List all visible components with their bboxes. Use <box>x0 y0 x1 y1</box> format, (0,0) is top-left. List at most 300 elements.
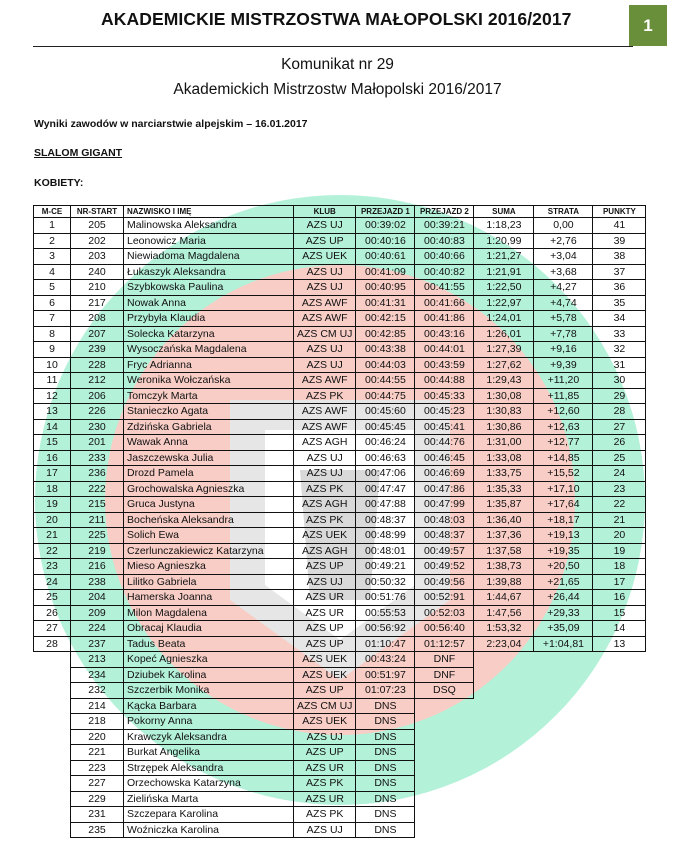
empty-cell <box>415 714 474 730</box>
empty-cell <box>593 698 646 714</box>
cell-run-2: 00:45:41 <box>415 419 474 435</box>
cell-run-2: DSQ <box>415 683 474 699</box>
empty-cell <box>474 807 534 823</box>
cell-club: AZS AGH <box>294 497 356 513</box>
cell-run-2: 00:49:57 <box>415 543 474 559</box>
cell-place: 18 <box>34 481 71 497</box>
cell-total: 1:24,01 <box>474 311 534 327</box>
empty-cell <box>534 714 593 730</box>
cell-gap: +11,20 <box>534 373 593 389</box>
cell-start-number: 233 <box>71 450 124 466</box>
cell-start-number: 208 <box>71 311 124 327</box>
empty-cell <box>593 745 646 761</box>
cell-start-number: 234 <box>71 667 124 683</box>
cell-place: 5 <box>34 280 71 296</box>
category-label: KOBIETY: <box>34 177 84 189</box>
table-row <box>34 280 646 296</box>
cell-run-1: 01:10:47 <box>356 636 415 652</box>
cell-club: AZS PK <box>294 388 356 404</box>
cell-start-number: 216 <box>71 559 124 575</box>
empty-cell <box>534 745 593 761</box>
cell-points: 41 <box>593 218 646 234</box>
cell-athlete-name: Fryc Adrianna <box>124 357 294 373</box>
cell-gap: +15,52 <box>534 466 593 482</box>
cell-athlete-name: Przybyła Klaudia <box>124 311 294 327</box>
empty-cell <box>593 729 646 745</box>
cell-place: 2 <box>34 233 71 249</box>
cell-club: AZS AWF <box>294 295 356 311</box>
cell-start-number: 224 <box>71 621 124 637</box>
column-header-club: KLUB <box>294 206 356 218</box>
cell-athlete-name: Strzępek Aleksandra <box>124 760 294 776</box>
empty-cell <box>415 807 474 823</box>
cell-club: AZS AGH <box>294 543 356 559</box>
cell-athlete-name: Bocheńska Aleksandra <box>124 512 294 528</box>
cell-athlete-name: Tomczyk Marta <box>124 388 294 404</box>
cell-run-2: 00:46:69 <box>415 466 474 482</box>
table-row <box>34 528 646 544</box>
cell-run-1: DNS <box>356 714 415 730</box>
cell-place: 26 <box>34 605 71 621</box>
cell-run-1: DNS <box>356 776 415 792</box>
cell-run-2: 00:40:83 <box>415 233 474 249</box>
cell-points: 24 <box>593 466 646 482</box>
cell-athlete-name: Nowak Anna <box>124 295 294 311</box>
cell-start-number: 204 <box>71 590 124 606</box>
cell-run-2: 00:40:82 <box>415 264 474 280</box>
cell-run-2: 00:48:37 <box>415 528 474 544</box>
cell-run-1: 00:47:88 <box>356 497 415 513</box>
cell-points: 35 <box>593 295 646 311</box>
cell-place: 19 <box>34 497 71 513</box>
cell-run-1: 00:46:24 <box>356 435 415 451</box>
cell-place: 14 <box>34 419 71 435</box>
cell-club: AZS AGH <box>294 435 356 451</box>
cell-run-1: 00:49:21 <box>356 559 415 575</box>
cell-gap: +12,60 <box>534 404 593 420</box>
cell-run-1: 00:42:15 <box>356 311 415 327</box>
cell-place: 15 <box>34 435 71 451</box>
cell-club: AZS UR <box>294 791 356 807</box>
empty-cell <box>34 667 71 683</box>
cell-athlete-name: Solecka Katarzyna <box>124 326 294 342</box>
cell-run-1: 00:56:92 <box>356 621 415 637</box>
cell-place: 12 <box>34 388 71 404</box>
cell-run-1: 00:51:97 <box>356 667 415 683</box>
cell-total: 1:35,33 <box>474 481 534 497</box>
cell-run-2: 00:49:52 <box>415 559 474 575</box>
table-row <box>34 745 646 761</box>
cell-points: 38 <box>593 249 646 265</box>
cell-run-1: 00:41:09 <box>356 264 415 280</box>
cell-run-2: 00:56:40 <box>415 621 474 637</box>
cell-points: 20 <box>593 528 646 544</box>
empty-cell <box>474 791 534 807</box>
cell-gap: +4,27 <box>534 280 593 296</box>
cell-start-number: 210 <box>71 280 124 296</box>
empty-cell <box>593 683 646 699</box>
cell-gap: +19,13 <box>534 528 593 544</box>
cell-place: 6 <box>34 295 71 311</box>
cell-athlete-name: Szczepara Karolina <box>124 807 294 823</box>
empty-cell <box>415 791 474 807</box>
cell-run-1: 00:48:99 <box>356 528 415 544</box>
empty-cell <box>534 760 593 776</box>
cell-athlete-name: Szybkowska Paulina <box>124 280 294 296</box>
cell-run-2: 00:44:88 <box>415 373 474 389</box>
cell-start-number: 231 <box>71 807 124 823</box>
cell-run-1: 00:47:47 <box>356 481 415 497</box>
table-row <box>34 497 646 513</box>
cell-run-1: DNS <box>356 729 415 745</box>
cell-points: 29 <box>593 388 646 404</box>
cell-athlete-name: Hamerska Joanna <box>124 590 294 606</box>
empty-cell <box>474 683 534 699</box>
cell-run-1: DNS <box>356 745 415 761</box>
cell-athlete-name: Milon Magdalena <box>124 605 294 621</box>
cell-athlete-name: Niewiadoma Magdalena <box>124 249 294 265</box>
cell-run-1: 00:48:37 <box>356 512 415 528</box>
cell-start-number: 229 <box>71 791 124 807</box>
cell-total: 1:30,83 <box>474 404 534 420</box>
cell-points: 25 <box>593 450 646 466</box>
table-row <box>34 264 646 280</box>
cell-club: AZS UEK <box>294 528 356 544</box>
cell-run-1: 00:40:95 <box>356 280 415 296</box>
cell-gap: +11,85 <box>534 388 593 404</box>
empty-cell <box>534 683 593 699</box>
cell-club: AZS UEK <box>294 714 356 730</box>
column-header-place: M-CE <box>34 206 71 218</box>
cell-gap: +29,33 <box>534 605 593 621</box>
cell-gap: +26,44 <box>534 590 593 606</box>
empty-cell <box>415 822 474 838</box>
cell-start-number: 209 <box>71 605 124 621</box>
cell-run-1: 00:51:76 <box>356 590 415 606</box>
cell-club: AZS UP <box>294 745 356 761</box>
cell-run-2: 00:45:23 <box>415 404 474 420</box>
empty-cell <box>474 652 534 668</box>
cell-start-number: 230 <box>71 419 124 435</box>
cell-gap: +9,16 <box>534 342 593 358</box>
cell-athlete-name: Zielińska Marta <box>124 791 294 807</box>
cell-athlete-name: Grochowalska Agnieszka <box>124 481 294 497</box>
cell-run-2: DNF <box>415 667 474 683</box>
cell-total: 1:31,00 <box>474 435 534 451</box>
cell-athlete-name: Orzechowska Katarzyna <box>124 776 294 792</box>
empty-cell <box>415 729 474 745</box>
cell-run-1: 00:39:02 <box>356 218 415 234</box>
cell-athlete-name: Pokorny Anna <box>124 714 294 730</box>
empty-cell <box>534 652 593 668</box>
cell-total: 1:22,50 <box>474 280 534 296</box>
cell-points: 36 <box>593 280 646 296</box>
cell-total: 1:22,97 <box>474 295 534 311</box>
cell-club: AZS UJ <box>294 822 356 838</box>
header-title: AKADEMICKIE MISTRZOSTWA MAŁOPOLSKI 2016/2017 <box>101 9 572 29</box>
column-header-run-1: PRZEJAZD 1 <box>356 206 415 218</box>
cell-gap: +1:04,81 <box>534 636 593 652</box>
cell-place: 13 <box>34 404 71 420</box>
cell-points: 23 <box>593 481 646 497</box>
cell-place: 17 <box>34 466 71 482</box>
empty-cell <box>534 822 593 838</box>
table-row <box>34 466 646 482</box>
cell-run-2: 00:40:66 <box>415 249 474 265</box>
cell-total: 1:37,58 <box>474 543 534 559</box>
cell-start-number: 215 <box>71 497 124 513</box>
table-row <box>34 822 646 838</box>
table-row <box>34 419 646 435</box>
cell-run-2: 00:43:59 <box>415 357 474 373</box>
table-row <box>34 605 646 621</box>
table-row <box>34 807 646 823</box>
cell-gap: 0,00 <box>534 218 593 234</box>
cell-club: AZS AWF <box>294 404 356 420</box>
cell-gap: +7,78 <box>534 326 593 342</box>
results-info: Wyniki zawodów w narciarstwie alpejskim – 16.01.2017 <box>34 118 308 130</box>
cell-place: 10 <box>34 357 71 373</box>
cell-total: 1:30,86 <box>474 419 534 435</box>
cell-gap: +12,77 <box>534 435 593 451</box>
cell-run-1: 00:44:55 <box>356 373 415 389</box>
cell-athlete-name: Kącka Barbara <box>124 698 294 714</box>
cell-club: AZS UJ <box>294 574 356 590</box>
cell-place: 7 <box>34 311 71 327</box>
cell-gap: +19,35 <box>534 543 593 559</box>
cell-points: 15 <box>593 605 646 621</box>
cell-run-2: DNF <box>415 652 474 668</box>
cell-club: AZS UJ <box>294 264 356 280</box>
cell-gap: +2,76 <box>534 233 593 249</box>
cell-points: 30 <box>593 373 646 389</box>
cell-points: 22 <box>593 497 646 513</box>
table-row <box>34 512 646 528</box>
cell-total: 1:33,08 <box>474 450 534 466</box>
cell-gap: +17,64 <box>534 497 593 513</box>
table-row <box>34 590 646 606</box>
table-row <box>34 574 646 590</box>
cell-points: 14 <box>593 621 646 637</box>
table-row <box>34 342 646 358</box>
empty-cell <box>34 791 71 807</box>
cell-total: 1:39,88 <box>474 574 534 590</box>
cell-place: 3 <box>34 249 71 265</box>
table-row <box>34 249 646 265</box>
cell-run-1: 00:44:03 <box>356 357 415 373</box>
cell-start-number: 221 <box>71 745 124 761</box>
cell-club: AZS PK <box>294 481 356 497</box>
cell-points: 39 <box>593 233 646 249</box>
cell-total: 1:27,39 <box>474 342 534 358</box>
cell-gap: +3,68 <box>534 264 593 280</box>
table-row <box>34 326 646 342</box>
cell-start-number: 240 <box>71 264 124 280</box>
empty-cell <box>34 683 71 699</box>
table-row <box>34 559 646 575</box>
empty-cell <box>415 745 474 761</box>
table-row <box>34 357 646 373</box>
empty-cell <box>34 652 71 668</box>
cell-gap: +20,50 <box>534 559 593 575</box>
cell-start-number: 218 <box>71 714 124 730</box>
cell-run-2: 00:44:76 <box>415 435 474 451</box>
table-row <box>34 760 646 776</box>
empty-cell <box>415 698 474 714</box>
cell-athlete-name: Zdzińska Gabriela <box>124 419 294 435</box>
empty-cell <box>34 698 71 714</box>
cell-points: 26 <box>593 435 646 451</box>
cell-athlete-name: Solich Ewa <box>124 528 294 544</box>
cell-points: 17 <box>593 574 646 590</box>
empty-cell <box>474 760 534 776</box>
cell-points: 28 <box>593 404 646 420</box>
empty-cell <box>474 745 534 761</box>
cell-total: 1:33,75 <box>474 466 534 482</box>
empty-cell <box>593 822 646 838</box>
empty-cell <box>34 822 71 838</box>
cell-athlete-name: Tadus Beata <box>124 636 294 652</box>
cell-place: 23 <box>34 559 71 575</box>
table-row <box>34 683 646 699</box>
cell-club: AZS UR <box>294 760 356 776</box>
cell-start-number: 206 <box>71 388 124 404</box>
results-table <box>33 205 646 838</box>
cell-gap: +18,17 <box>534 512 593 528</box>
cell-run-2: 00:47:99 <box>415 497 474 513</box>
cell-athlete-name: Malinowska Aleksandra <box>124 218 294 234</box>
cell-athlete-name: Szczerbik Monika <box>124 683 294 699</box>
table-row <box>34 621 646 637</box>
cell-club: AZS UP <box>294 636 356 652</box>
cell-club: AZS UR <box>294 590 356 606</box>
cell-run-2: 00:52:91 <box>415 590 474 606</box>
cell-run-1: 00:50:32 <box>356 574 415 590</box>
cell-club: AZS UJ <box>294 342 356 358</box>
cell-club: AZS AWF <box>294 373 356 389</box>
cell-club: AZS PK <box>294 776 356 792</box>
cell-run-2: 00:41:86 <box>415 311 474 327</box>
empty-cell <box>593 807 646 823</box>
cell-run-1: 00:41:31 <box>356 295 415 311</box>
cell-run-2: 00:43:16 <box>415 326 474 342</box>
cell-place: 1 <box>34 218 71 234</box>
cell-run-1: DNS <box>356 791 415 807</box>
cell-run-1: 00:43:24 <box>356 652 415 668</box>
cell-start-number: 223 <box>71 760 124 776</box>
cell-place: 16 <box>34 450 71 466</box>
cell-athlete-name: Weronika Wołczańska <box>124 373 294 389</box>
cell-run-2: 00:41:66 <box>415 295 474 311</box>
empty-cell <box>534 791 593 807</box>
cell-club: AZS UP <box>294 621 356 637</box>
page-header <box>33 0 653 47</box>
column-header-total: SUMA <box>474 206 534 218</box>
cell-total: 1:26,01 <box>474 326 534 342</box>
table-row <box>34 373 646 389</box>
empty-cell <box>415 776 474 792</box>
cell-run-1: 00:45:45 <box>356 419 415 435</box>
cell-run-1: 00:40:61 <box>356 249 415 265</box>
cell-start-number: 232 <box>71 683 124 699</box>
empty-cell <box>534 667 593 683</box>
cell-points: 34 <box>593 311 646 327</box>
cell-place: 25 <box>34 590 71 606</box>
cell-athlete-name: Krawczyk Aleksandra <box>124 729 294 745</box>
table-row <box>34 481 646 497</box>
cell-place: 21 <box>34 528 71 544</box>
empty-cell <box>34 807 71 823</box>
cell-start-number: 213 <box>71 652 124 668</box>
cell-start-number: 235 <box>71 822 124 838</box>
cell-club: AZS AWF <box>294 419 356 435</box>
cell-start-number: 219 <box>71 543 124 559</box>
cell-run-2: 00:39:21 <box>415 218 474 234</box>
cell-athlete-name: Burkat Angelika <box>124 745 294 761</box>
column-header-gap: STRATA <box>534 206 593 218</box>
cell-total: 1:30,08 <box>474 388 534 404</box>
cell-place: 27 <box>34 621 71 637</box>
cell-gap: +12,63 <box>534 419 593 435</box>
cell-club: AZS AWF <box>294 311 356 327</box>
empty-cell <box>593 714 646 730</box>
cell-start-number: 226 <box>71 404 124 420</box>
cell-total: 1:20,99 <box>474 233 534 249</box>
table-header-row <box>34 206 646 218</box>
cell-start-number: 239 <box>71 342 124 358</box>
cell-run-1: 00:55:53 <box>356 605 415 621</box>
column-header-run-2: PRZEJAZD 2 <box>415 206 474 218</box>
empty-cell <box>34 745 71 761</box>
page-number-badge: 1 <box>629 5 667 46</box>
cell-points: 27 <box>593 419 646 435</box>
cell-total: 1:21,27 <box>474 249 534 265</box>
cell-club: AZS UJ <box>294 218 356 234</box>
table-row <box>34 295 646 311</box>
cell-club: AZS CM UJ <box>294 326 356 342</box>
cell-points: 37 <box>593 264 646 280</box>
cell-run-1: 00:42:85 <box>356 326 415 342</box>
cell-gap: +14,85 <box>534 450 593 466</box>
cell-club: AZS UJ <box>294 450 356 466</box>
empty-cell <box>534 807 593 823</box>
empty-cell <box>534 776 593 792</box>
cell-run-2: 00:48:03 <box>415 512 474 528</box>
column-header-athlete-name: NAZWISKO I IMĘ <box>124 206 294 218</box>
cell-start-number: 222 <box>71 481 124 497</box>
cell-club: AZS UJ <box>294 280 356 296</box>
cell-place: 8 <box>34 326 71 342</box>
empty-cell <box>474 729 534 745</box>
cell-points: 21 <box>593 512 646 528</box>
table-row <box>34 543 646 559</box>
cell-gap: +21,65 <box>534 574 593 590</box>
cell-club: AZS UJ <box>294 357 356 373</box>
cell-start-number: 207 <box>71 326 124 342</box>
cell-total: 1:27,62 <box>474 357 534 373</box>
announcement-subtitle: Akademickich Mistrzostw Małopolski 2016/2017 <box>173 81 502 98</box>
cell-club: AZS UP <box>294 233 356 249</box>
cell-start-number: 228 <box>71 357 124 373</box>
cell-club: AZS UEK <box>294 249 356 265</box>
cell-points: 32 <box>593 342 646 358</box>
table-row <box>34 667 646 683</box>
cell-athlete-name: Obracaj Klaudia <box>124 621 294 637</box>
table-row <box>34 233 646 249</box>
cell-place: 22 <box>34 543 71 559</box>
cell-athlete-name: Drozd Pamela <box>124 466 294 482</box>
cell-run-1: DNS <box>356 822 415 838</box>
